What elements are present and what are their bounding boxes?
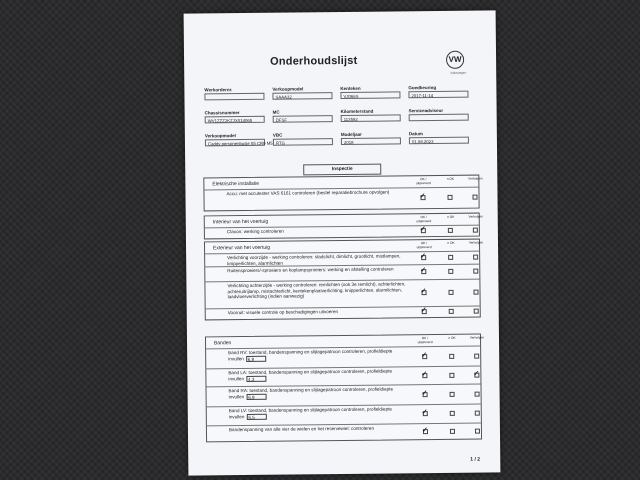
item-text-block: [228, 368, 406, 381]
field-label: VBC: [272, 132, 283, 138]
nok-checkbox[interactable]: [450, 411, 455, 416]
column-header-ok: OK / uitgevoerd: [415, 177, 431, 185]
checkmark-icon: ✓: [421, 371, 428, 379]
item-text: Claxon: werking controleren: [226, 228, 284, 235]
field-value: RTG: [273, 138, 333, 146]
field-label: Serviceadviseur: [408, 107, 444, 114]
column-header-ok: OK / uitgevoerd: [416, 215, 432, 223]
checklist-item: [205, 280, 479, 310]
section: [204, 213, 483, 240]
field-label: Verkoopmodel: [204, 133, 236, 139]
field-value: VJ066S: [340, 91, 400, 99]
item-text-block: [227, 227, 405, 234]
vw-logo-icon: VW: [446, 51, 464, 69]
item-text-block: [227, 266, 405, 273]
logo-tagline: Volkswagen: [450, 70, 467, 75]
section-title: Elektrische installatie: [212, 180, 260, 188]
field-value: [409, 114, 469, 122]
column-header-verholpen: Verholpen: [469, 335, 485, 340]
field-value: 01.08.2023: [409, 137, 469, 145]
fixed-checkbox[interactable]: [473, 228, 478, 233]
header-field: [409, 108, 477, 129]
header-field: [205, 133, 273, 154]
item-text: Band LV: toestand, bandenspanning en slijtagepatroon controleren, profieldiepte invullen: [228, 406, 392, 420]
nok-checkbox[interactable]: [450, 392, 455, 397]
item-text: Voorruit: visuele controle op beschadigingen uitvoeren: [227, 309, 339, 316]
nok-checkbox[interactable]: [449, 373, 454, 378]
field-value: DFSF: [273, 115, 333, 123]
item-text: Ruitensproeiers/-sproeiers en koplampsproeiers: werking en afstelling controleren: [227, 266, 394, 274]
fixed-checkbox[interactable]: [475, 392, 480, 397]
item-text-block: [227, 253, 405, 266]
fixed-checkbox[interactable]: [473, 195, 478, 200]
checkmark-icon: ✓: [421, 409, 428, 417]
header-field: [341, 108, 409, 129]
fixed-checkbox[interactable]: [473, 255, 478, 260]
fixed-checkbox[interactable]: [475, 429, 480, 434]
checkmark-icon: ✓: [419, 193, 426, 201]
column-header-verholpen: Verholpen: [468, 176, 483, 181]
fixed-checkbox[interactable]: [474, 309, 479, 314]
section-title: Interieur van het voertuig: [212, 218, 269, 226]
header-field: [273, 132, 341, 153]
section-title: Exterieur van het voertuig: [213, 244, 271, 252]
checkmark-icon: ✓: [420, 267, 427, 275]
header-field: [205, 110, 273, 131]
checkmark-icon: ✓: [421, 352, 428, 360]
field-value: WV1ZZZ2KZJX014065: [205, 116, 265, 124]
tread-depth-input[interactable]: 6.8: [246, 355, 266, 361]
field-label: Datum: [408, 131, 423, 137]
nok-checkbox[interactable]: [448, 290, 453, 295]
checklist-item: [205, 226, 479, 239]
checkmark-icon: ✓: [473, 370, 480, 378]
tread-depth-input[interactable]: 6.9: [246, 393, 266, 399]
document-title: Onderhoudslijst: [270, 54, 358, 68]
item-text-block: [229, 425, 407, 432]
nok-checkbox[interactable]: [449, 309, 454, 314]
item-text-block: [226, 189, 404, 196]
fixed-checkbox[interactable]: [473, 290, 478, 295]
header-row: [205, 131, 477, 154]
section-title: Banden: [214, 340, 232, 347]
nok-checkbox[interactable]: [448, 228, 453, 233]
item-text: Accu: met accutester VAS 6161 controleren (bestel reparatiebrochure opvolgen): [226, 189, 390, 197]
field-value: SAAA32: [272, 92, 332, 100]
inspection-label: Inspectie: [303, 164, 381, 176]
field-value: 2018: [341, 137, 401, 145]
checkmark-icon: ✓: [420, 288, 427, 296]
checklist-item: [207, 424, 481, 442]
section: [204, 239, 484, 321]
header-field: [409, 131, 477, 152]
header-field: [204, 87, 272, 108]
header-field: [408, 85, 476, 106]
item-text-block: [228, 308, 406, 315]
section: [205, 334, 485, 443]
tread-depth-input[interactable]: 6.5: [246, 413, 266, 419]
header-row: [204, 85, 476, 108]
column-header-ok: OK / uitgevoerd: [416, 241, 432, 249]
checkmark-icon: ✓: [421, 427, 428, 435]
column-header-verholpen: Verholpen: [468, 240, 484, 245]
header-field: [340, 85, 408, 106]
item-text: Bandenspanning van alle vier de wielen en het reservewiel: controleren: [228, 425, 375, 433]
nok-checkbox[interactable]: [448, 195, 453, 200]
header-row: [205, 108, 477, 131]
field-value: 2017-11-14: [408, 91, 468, 99]
checklist-item: [206, 307, 480, 320]
column-header-nok: n OK: [448, 335, 456, 340]
fixed-checkbox[interactable]: [473, 269, 478, 274]
checkmark-icon: ✓: [420, 307, 427, 315]
column-header-nok: n OK: [447, 214, 455, 219]
field-value: [204, 93, 264, 101]
checklist-item: [204, 188, 478, 211]
item-text: Band LA: toestand, bandenspanning en slijtagepatroon controleren, profieldiepte invullen: [228, 368, 393, 382]
header-field: [341, 131, 409, 152]
item-text: Verlichting achterzijde - werking controleren: remlichten (ook 3e remlicht), achterlichten, achteruitrijlamp, mistachterlicht, kentekenplaatverlichting, knipperlichten, alarmlichten, laadvloerverlichting (indien aanwezig): [227, 281, 406, 300]
column-header-ok: OK / uitgevoerd: [417, 336, 433, 344]
column-header-nok: n OK: [447, 240, 455, 245]
checkmark-icon: ✓: [421, 390, 428, 398]
checkmark-icon: ✓: [420, 253, 427, 261]
nok-checkbox[interactable]: [450, 429, 455, 434]
field-label: MC: [272, 109, 280, 115]
field-value: Caddy personenbusje 55 CR9 M5: [205, 139, 265, 147]
checkmark-icon: ✓: [419, 226, 426, 234]
item-text-block: [229, 406, 407, 419]
field-label: Kilometerstand: [340, 108, 374, 115]
nok-checkbox[interactable]: [448, 269, 453, 274]
maintenance-sheet: [184, 10, 501, 475]
item-text: Band RV: toestand, bandenspanning en slijtagepatroon controleren, profieldiepte invullen: [228, 348, 393, 362]
column-header-verholpen: Verholpen: [468, 214, 483, 219]
column-header-nok: n OK: [446, 176, 454, 181]
field-label: Werkordernr.: [204, 87, 233, 93]
nok-checkbox[interactable]: [448, 255, 453, 260]
header-field: [273, 109, 341, 130]
field-label: Goedkeuring: [408, 85, 437, 91]
header-fields: [204, 85, 477, 157]
field-label: Modeljaar: [340, 131, 362, 138]
item-text: Verlichting voorzijde - werking controleren: stadslicht, dimlicht, grootlicht, mistlampen, knipperlichten, alarmlichten: [227, 253, 401, 266]
fixed-checkbox[interactable]: [475, 411, 480, 416]
fixed-checkbox[interactable]: [474, 354, 479, 359]
item-text: Band RA: toestand, bandenspanning en slijtagepatroon controleren, profieldiepte invullen: [228, 386, 394, 400]
item-text-block: [227, 281, 405, 300]
field-label: Verkoopmodel: [272, 86, 304, 92]
item-text-block: [228, 348, 406, 361]
tread-depth-input[interactable]: 4.3: [246, 375, 266, 381]
page-number: 1 / 2: [470, 456, 481, 463]
section: [203, 175, 483, 212]
header-field: [272, 86, 340, 107]
item-text-block: [229, 386, 407, 399]
field-label: Kenteken: [340, 85, 361, 92]
nok-checkbox[interactable]: [449, 354, 454, 359]
field-value: 113582: [341, 114, 401, 122]
field-label: Chassisnummer: [204, 110, 240, 116]
